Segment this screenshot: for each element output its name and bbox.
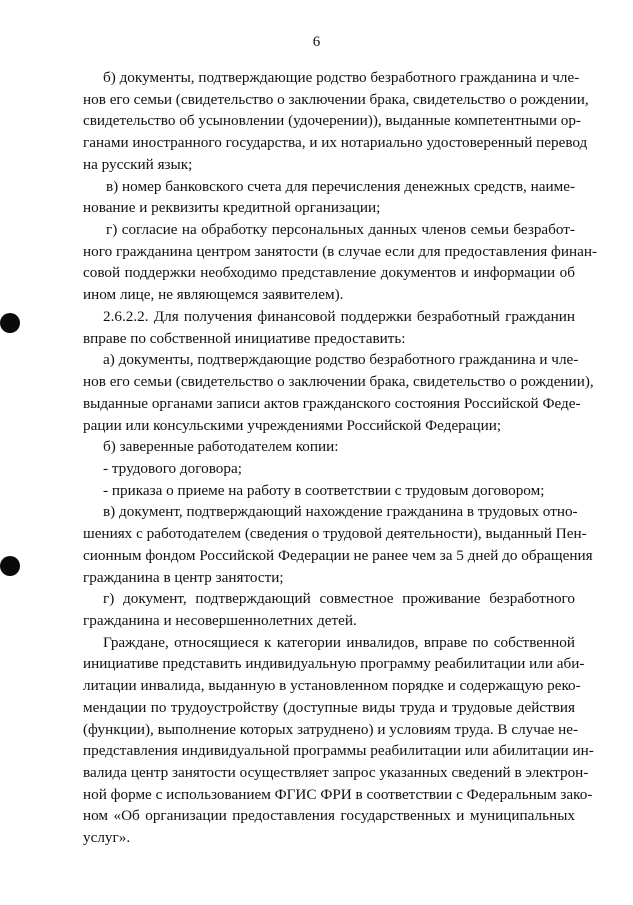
page-number: 6 [312,34,321,50]
text-line: услуг». [83,829,131,846]
text-line: выданные органами записи актов гражданского состояния Российской Феде- [83,395,581,412]
text-line: гражданина в центр занятости; [83,569,284,586]
text-line: нование и реквизиты кредитной организации; [83,199,381,216]
text-line: на русский язык; [83,156,193,173]
binder-hole-bottom [0,556,20,576]
text-line: совой поддержки необходимо представление документов и информации об [83,264,575,281]
text-line: сионным фондом Российской Федерации не ранее чем за 5 дней до обращения [83,547,593,564]
text-line: представления индивидуальной программы реабилитации или абилитации ин- [83,742,594,759]
text-line: в) документ, подтверждающий нахождение гражданина в трудовых отно- [103,503,578,520]
text-line: Граждане, относящиеся к категории инвалидов, вправе по собственной [103,634,575,651]
text-line: ной форме с использованием ФГИС ФРИ в соответствии с Федеральным зако- [83,786,593,803]
text-line: г) документ, подтверждающий совместное проживание безработного [103,590,575,607]
text-line: свидетельство об усыновлении (удочерении)), выданные компетентными ор- [83,112,581,129]
text-line: (функции), выполнение которых затруднено) и условиям труда. В случае не- [83,721,579,738]
text-line: ганами иностранного государства, и их нотариально удостоверенный перевод [83,134,588,151]
text-line: 2.6.2.2. Для получения финансовой поддержки безработный гражданин [103,308,575,325]
text-line: б) заверенные работодателем копии: [103,438,339,455]
text-line: мендации по трудоустройству (доступные виды труда и трудовые действия [83,699,575,716]
text-line: ного гражданина центром занятости (в случае если для предоставления финан- [83,243,598,260]
text-line: гражданина и несовершеннолетних детей. [83,612,357,629]
text-line: нов его семьи (свидетельство о заключении брака, свидетельство о рождении), [83,373,594,390]
text-line: шениях с работодателем (сведения о трудовой деятельности), выданный Пен- [83,525,587,542]
text-line: б) документы, подтверждающие родство безработного гражданина и чле- [103,69,580,86]
text-line: валида центр занятости осуществляет запрос указанных сведений в электрон- [83,764,589,781]
text-line: в) номер банковского счета для перечисления денежных средств, наиме- [106,178,575,195]
text-line: - трудового договора; [103,460,242,477]
binder-hole-top [0,313,20,333]
text-line: рации или консульскими учреждениями Российской Федерации; [83,417,502,434]
text-line: вправе по собственной инициативе предоставить: [83,330,406,347]
text-line: ином лице, не являющемся заявителем). [83,286,344,303]
text-line: инициативе представить индивидуальную программу реабилитации или аби- [83,655,585,672]
text-line: нов его семьи (свидетельство о заключении брака, свидетельство о рождении, [83,91,589,108]
text-line: литации инвалида, выданную в установленном порядке и содержащую реко- [83,677,581,694]
text-line: - приказа о приеме на работу в соответствии с трудовым договором; [103,482,545,499]
text-line: г) согласие на обработку персональных данных членов семьи безработ- [106,221,575,238]
text-line: ном «Об организации предоставления государственных и муниципальных [83,807,575,824]
text-line: а) документы, подтверждающие родство безработного гражданина и чле- [103,351,579,368]
